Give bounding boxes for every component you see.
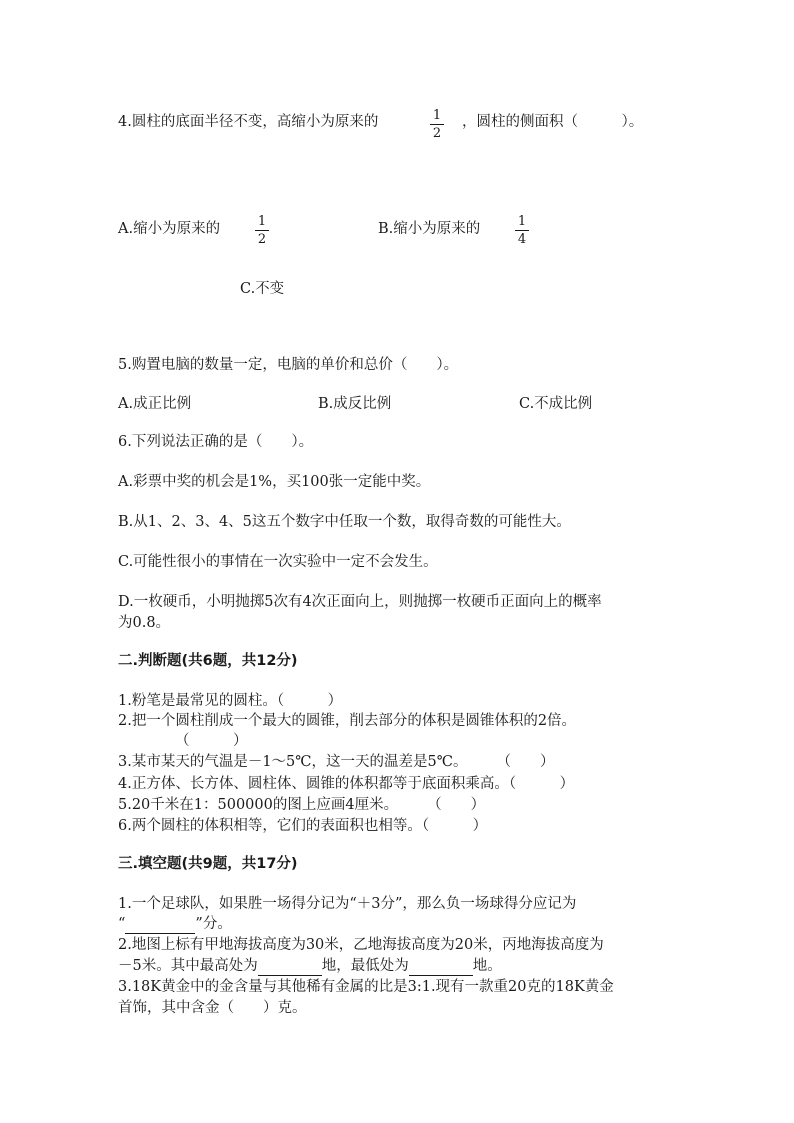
q4-option-c[interactable] [240,279,284,299]
fraction-denominator: 4 [517,232,527,247]
q4-stem-part2 [462,112,643,132]
q5-stem: 5.购置电脑的数量一定，电脑的单价和总价（ ）。 [118,357,459,373]
fill-q3-line2: 首饰，其中含金（ ）克。 [118,1000,307,1016]
q4-option-a-fraction [255,214,269,247]
q6-option-d-line1[interactable]: D.一枚硬币，小明抛掷5次有4次正面向上，则抛掷一枚硬币正面向上的概率 [118,594,602,610]
q6-option-d-line2: 为0.8。 [118,615,171,631]
fill-q2-text-2: 地，最低处为 [321,958,409,974]
fraction-denominator: 2 [432,126,442,141]
q4-stem-tail: ，圆柱的侧面积（ ）。 [462,114,644,130]
fraction-bar [515,230,529,231]
fill-q2-line2 [118,956,502,976]
q5-option-a[interactable]: A.成正比例 [118,396,192,412]
q4-option-b-label: B.缩小为原来的 [378,221,481,237]
q4-fraction [430,108,444,141]
fill-q3-line1: 3.18K黄金中的金含量与其他稀有金属的比是3:1.现有一款重20克的18K黄金 [118,979,614,995]
judge-item-3: 3.某市某天的气温是－1～5℃，这一天的温差是5℃。 （ ） [118,754,555,770]
q4-option-b-fraction [515,214,529,247]
fraction-numerator: 1 [257,214,267,229]
judge-item-6: 6.两个圆柱的体积相等，它们的表面积也相等。（ ） [118,818,488,834]
fill-q2-blank-highest[interactable] [258,961,322,976]
q4-option-c-label: C.不变 [240,281,285,297]
judge-item-4: 4.正方体、长方体、圆柱体、圆锥的体积都等于底面积乘高。（ ） [118,776,575,792]
quote-close: ”分。 [195,916,232,932]
fraction-bar [255,230,269,231]
fraction-bar [430,124,444,125]
fraction-denominator: 2 [257,232,267,247]
fill-q2-blank-lowest[interactable] [409,961,473,976]
q6-option-b[interactable]: B.从1、2、3、4、5这五个数字中任取一个数，取得奇数的可能性大。 [118,514,571,530]
fill-q2-text-3: 地。 [472,958,502,974]
judge-item-2: 2.把一个圆柱削成一个最大的圆锥，削去部分的体积是圆锥体积的2倍。 [118,713,577,729]
fill-q2-text-1: －5米。其中最高处为 [118,958,258,974]
q4-option-a[interactable] [118,219,220,239]
fill-q1-blank[interactable] [125,919,195,934]
q4-option-a-label: A.缩小为原来的 [118,221,221,237]
q4-stem-part1: 4.圆柱的底面半径不变，高缩小为原来的 [118,114,379,130]
q6-stem: 6.下列说法正确的是（ ）。 [118,434,314,450]
judge-item-1: 1.粉笔是最常见的圆柱。（ ） [118,693,343,709]
q6-option-c[interactable]: C.可能性很小的事情在一次实验中一定不会发生。 [118,554,438,570]
fill-q2-line1: 2.地图上标有甲地海拔高度为30米，乙地海拔高度为20米，丙地海拔高度为 [118,937,604,953]
section-2-heading: 二.判断题(共6题，共12分) [118,653,298,669]
q5-option-c[interactable]: C.不成比例 [519,396,593,412]
q4-option-b[interactable] [378,219,480,239]
judge-item-2-answer[interactable]: （ ） [175,733,248,749]
judge-item-5: 5.20千米在1：500000的图上应画4厘米。 （ ） [118,797,486,813]
section-3-heading: 三.填空题(共9题，共17分) [118,856,298,872]
q6-option-a[interactable]: A.彩票中奖的机会是1%，买100张一定能中奖。 [118,474,431,490]
fill-q1-line1: 1.一个足球队，如果胜一场得分记为“＋3分”，那么负一场球得分应记为 [118,896,577,912]
fraction-numerator: 1 [432,108,442,123]
q5-option-b[interactable]: B.成反比例 [318,396,392,412]
fraction-numerator: 1 [517,214,527,229]
quote-open: “ [118,916,126,932]
q4-stem [118,112,378,132]
fill-q1-line2 [118,914,232,934]
